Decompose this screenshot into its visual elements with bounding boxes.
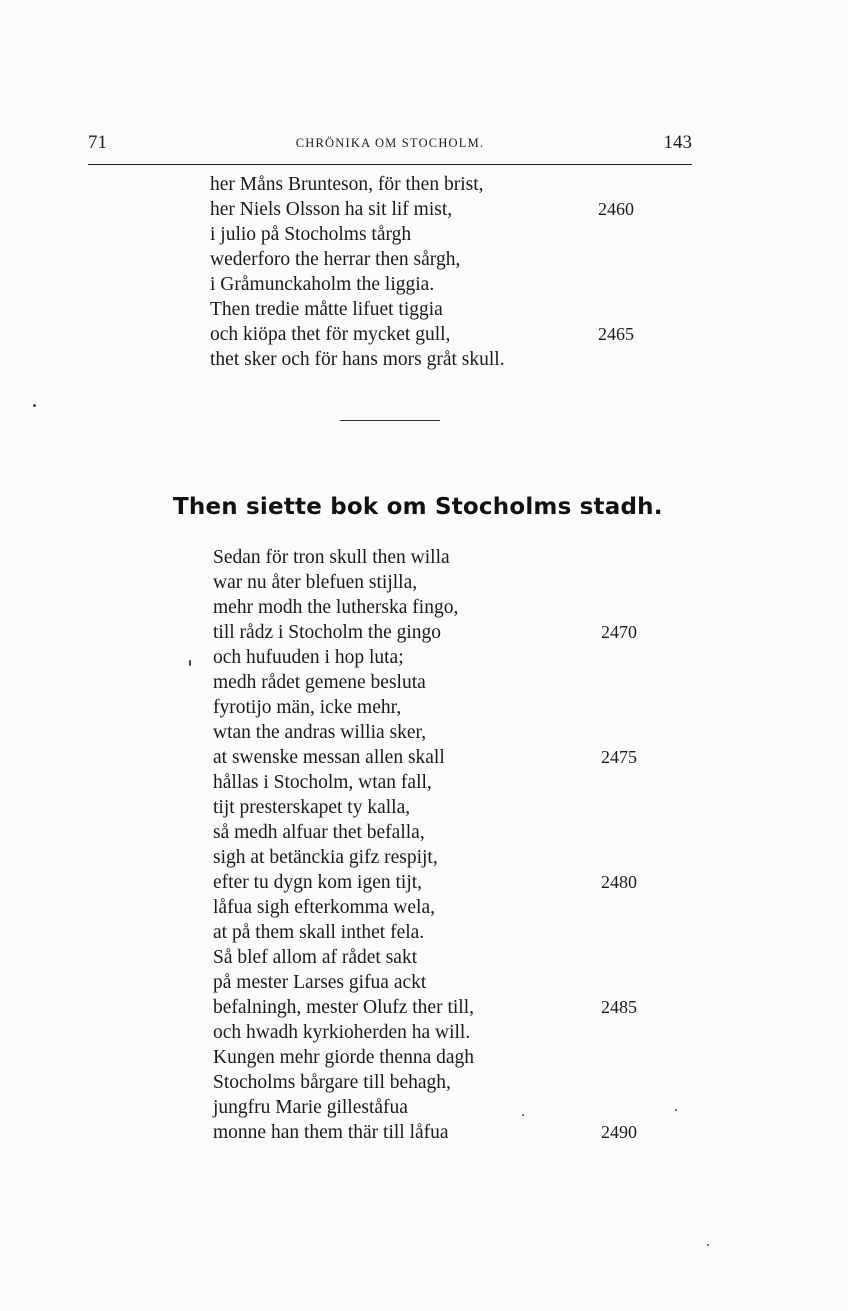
verse-text: Så blef allom af rådet sakt [213,947,418,968]
verse-text: her Måns Brunteson, för then brist, [210,174,484,195]
verse-line [0,1070,848,1095]
verse-text: efter tu dygn kom igen tijt, [213,872,423,893]
line-number: 2475 [601,747,637,767]
verse-text: wtan the andras willia sker, [213,722,427,743]
verse-line [0,645,848,670]
verse-text: tijt presterskapet ty kalla, [213,797,411,818]
verse-text: monne han them thär till låfua [213,1122,449,1143]
verse-text: fyrotijo män, icke mehr, [213,697,402,718]
verse-text: till rådz i Stocholm the gingo [213,622,442,643]
verse-text: her Niels Olsson ha sit lif mist, [210,199,453,220]
verse-line [0,895,848,920]
verse-text: jungfru Marie gilleståfua [213,1097,408,1118]
verse-text: thet sker och för hans mors gråt skull. [210,349,505,370]
verse-line [0,222,848,247]
verse-block-2 [0,545,848,1145]
verse-line [0,795,848,820]
verse-line [0,670,848,695]
verse-line [0,595,848,620]
header-rule [88,164,692,165]
verse-line [0,620,848,645]
verse-text: låfua sigh efterkomma wela, [213,897,435,918]
verse-line [0,745,848,770]
verse-line [0,272,848,297]
line-number: 2485 [601,997,637,1017]
verse-text: Sedan för tron skull then willa [213,547,450,568]
verse-line [0,720,848,745]
verse-line [0,297,848,322]
verse-line [0,1095,848,1120]
verse-block-1 [0,172,848,372]
verse-line [0,770,848,795]
verse-line [0,1020,848,1045]
verse-line [0,545,848,570]
verse-text: i julio på Stocholms tårgh [210,224,412,245]
verse-line [0,1120,848,1145]
verse-text: Kungen mehr giorde thenna dagh [213,1047,475,1068]
print-speck [189,660,191,666]
verse-text: i Gråmunckaholm the liggia. [210,274,435,295]
page-header [88,130,692,156]
page-number-left: 71 [88,132,107,153]
verse-text: befalningh, mester Olufz ther till, [213,997,475,1018]
line-number: 2490 [601,1122,637,1142]
verse-text: mehr modh the lutherska fingo, [213,597,459,618]
verse-line [0,995,848,1020]
verse-line [0,247,848,272]
print-speck [33,404,36,407]
verse-text: hållas i Stocholm, wtan fall, [213,772,432,793]
verse-text: och kiöpa thet för mycket gull, [210,324,451,345]
print-speck [707,1244,709,1246]
verse-line [0,920,848,945]
section-separator [340,420,440,421]
verse-text: på mester Larses gifua ackt [213,972,427,993]
verse-text: och hwadh kyrkioherden ha will. [213,1022,471,1043]
verse-line [0,347,848,372]
verse-text: at swenske messan allen skall [213,747,445,768]
verse-text: wederforo the herrar then sårgh, [210,249,461,270]
verse-line [0,820,848,845]
print-speck [522,1114,524,1116]
verse-text: sigh at betänckia gifz respijt, [213,847,438,868]
line-number: 2465 [598,324,634,344]
line-number: 2480 [601,872,637,892]
verse-line [0,322,848,347]
verse-line [0,197,848,222]
verse-text: Then tredie måtte lifuet tiggia [210,299,443,320]
verse-line [0,1045,848,1070]
verse-line [0,970,848,995]
verse-text: at på them skall inthet fela. [213,922,425,943]
verse-line [0,870,848,895]
verse-line [0,945,848,970]
running-title: CHRÖNIKA OM STOCHOLM. [295,136,485,150]
verse-line [0,695,848,720]
print-speck [675,1109,677,1111]
verse-text: Stocholms bårgare till behagh, [213,1072,451,1093]
section-heading: Then siette bok om Stocholms stadh. [173,494,663,520]
line-number: 2470 [601,622,637,642]
verse-text: så medh alfuar thet befalla, [213,822,425,843]
verse-line [0,172,848,197]
verse-line [0,570,848,595]
page-number-right: 143 [663,132,692,153]
verse-text: och hufuuden i hop luta; [213,647,404,668]
verse-text: medh rådet gemene besluta [213,672,426,693]
verse-line [0,845,848,870]
verse-text: war nu åter blefuen stijlla, [213,572,418,593]
line-number: 2460 [598,199,634,219]
